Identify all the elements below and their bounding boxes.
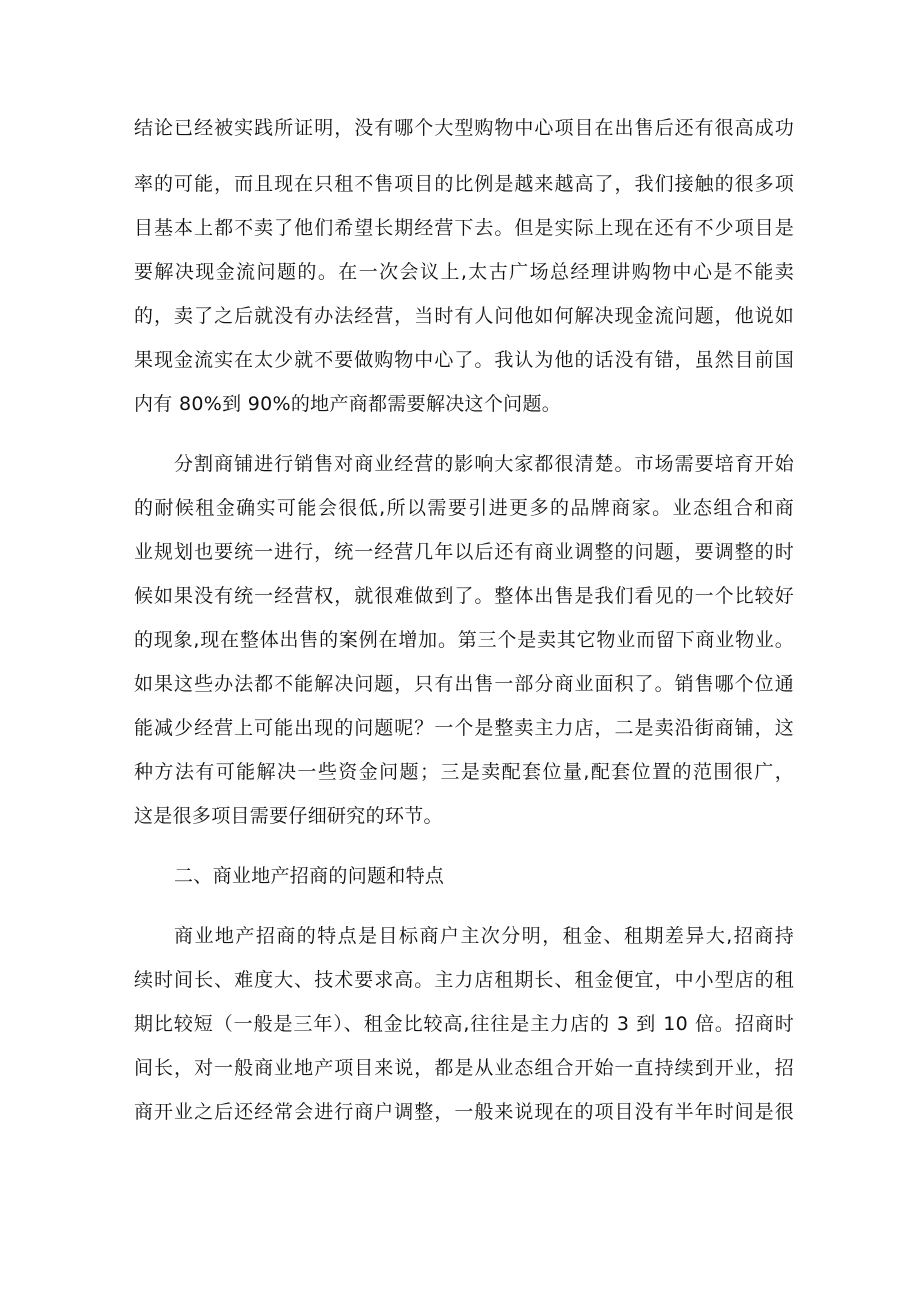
paragraph-1-line-6: 果现金流实在太少就不要做购物中心了。我认为他的话没有错，虽然目前国 (134, 349, 794, 371)
paragraph-2-line-9: 这是很多项目需要仔细研究的环节。 (134, 805, 443, 827)
paragraph-3-line-5: 商开业之后还经常会进行商户调整，一般来说现在的项目没有半年时间是很 (134, 1101, 794, 1123)
paragraph-2-line-6: 如果这些办法都不能解决问题，只有出售一部分商业面积了。销售哪个位通 (134, 673, 794, 695)
paragraph-1-line-3: 目基本上都不卖了他们希望长期经营下去。但是实际上现在还有不少项目是 (134, 217, 794, 239)
paragraph-3-line-1: 商业地产招商的特点是目标商户主次分明，租金、租期差异大,招商持 (174, 925, 794, 947)
section-heading: 二、商业地产招商的问题和特点 (174, 865, 445, 887)
paragraph-2-line-4: 候如果没有统一经营权，就很难做到了。整体出售是我们看见的一个比较好 (134, 585, 794, 607)
paragraph-2-line-3: 业规划也要统一进行，统一经营几年以后还有商业调整的问题，要调整的时 (134, 541, 794, 563)
paragraph-2-line-1: 分割商铺进行销售对商业经营的影响大家都很清楚。市场需要培育开始 (174, 453, 794, 475)
paragraph-3-line-4: 间长，对一般商业地产项目来说，都是从业态组合开始一直持续到开业，招 (134, 1057, 794, 1079)
paragraph-2-line-5: 的现象,现在整体出售的案例在增加。第三个是卖其它物业而留下商业物业。 (134, 629, 794, 651)
paragraph-3-line-3: 期比较短（一般是三年）、租金比较高,往往是主力店的 3 到 10 倍。招商时 (134, 1013, 794, 1035)
paragraph-2-line-7: 能减少经营上可能出现的问题呢？一个是整卖主力店，二是卖沿街商铺，这 (134, 717, 794, 739)
paragraph-1-line-1: 结论已经被实践所证明，没有哪个大型购物中心项目在出售后还有很高成功 (134, 117, 794, 139)
paragraph-2-line-2: 的耐候租金确实可能会很低,所以需要引进更多的品牌商家。业态组合和商 (134, 497, 794, 519)
paragraph-1-line-4: 要解决现金流问题的。在一次会议上,太古广场总经理讲购物中心是不能卖 (134, 261, 794, 283)
paragraph-2-line-8: 种方法有可能解决一些资金问题；三是卖配套位量,配套位置的范围很广， (134, 761, 794, 783)
paragraph-1-line-2: 率的可能，而且现在只租不售项目的比例是越来越高了，我们接触的很多项 (134, 173, 794, 195)
paragraph-3-line-2: 续时间长、难度大、技术要求高。主力店租期长、租金便宜，中小型店的租 (134, 969, 794, 991)
paragraph-1-line-5: 的，卖了之后就没有办法经营，当时有人问他如何解决现金流问题，他说如 (134, 305, 794, 327)
paragraph-1-line-7: 内有 80%到 90%的地产商都需要解决这个问题。 (134, 393, 562, 415)
